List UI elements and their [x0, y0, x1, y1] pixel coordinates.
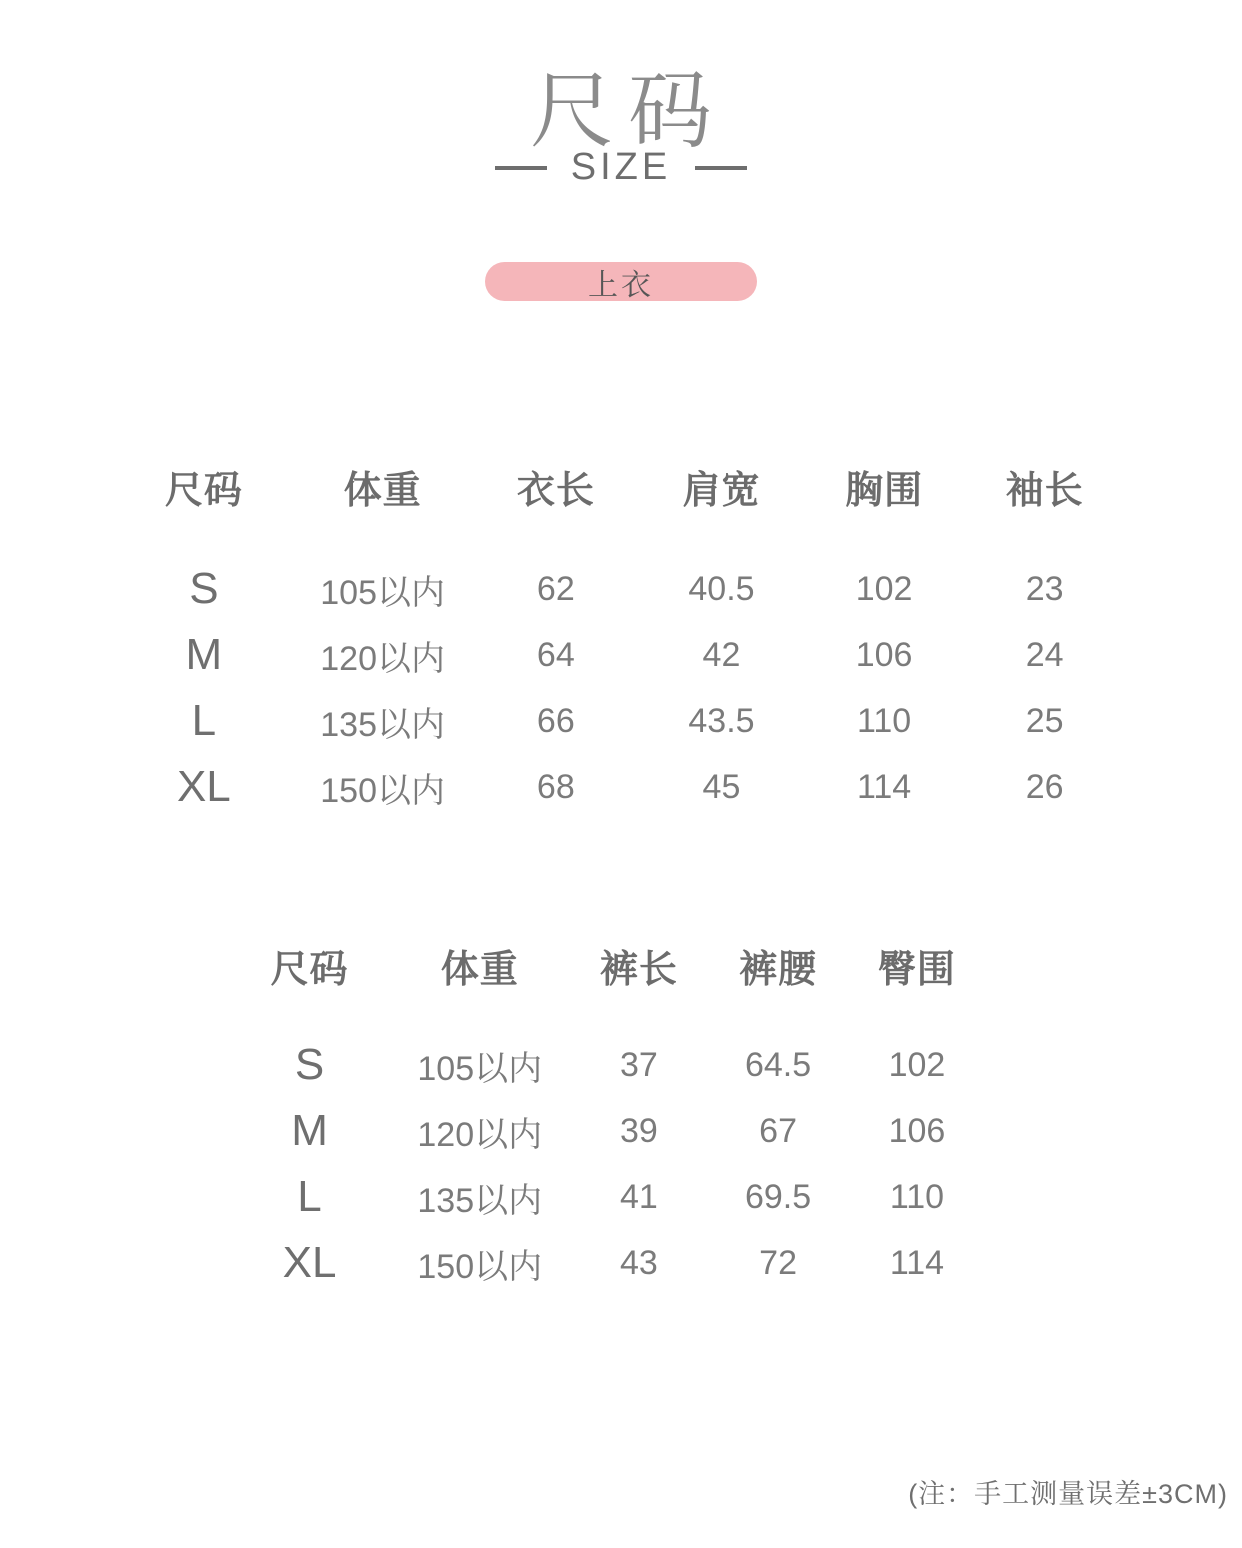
- table-row: [115, 688, 1125, 754]
- value-cell: 102: [888, 1045, 946, 1084]
- size-cell: L: [297, 1172, 322, 1221]
- header-cell: 肩宽: [682, 469, 761, 512]
- value-cell: 105以内: [417, 1049, 543, 1088]
- value-cell: 120以内: [417, 1115, 543, 1154]
- bottoms-size-table: [225, 928, 990, 1296]
- value-cell: 40.5: [688, 569, 755, 608]
- value-cell: 150以内: [320, 771, 445, 810]
- value-cell: 67: [759, 1111, 797, 1150]
- value-cell: 110: [856, 701, 912, 740]
- subtitle-dash-left: [495, 166, 547, 170]
- table-row: [115, 556, 1125, 622]
- subtitle: [0, 146, 1242, 189]
- header-cell: 体重: [440, 948, 519, 991]
- value-cell: 37: [619, 1045, 658, 1084]
- value-cell: 102: [855, 569, 913, 608]
- table-spacer: [225, 1002, 990, 1032]
- header-cell: 体重: [343, 469, 422, 512]
- value-cell: 23: [1025, 569, 1064, 608]
- table-row: [225, 1164, 990, 1230]
- table-row: [115, 754, 1125, 820]
- value-cell: 64: [536, 635, 575, 674]
- value-cell: 43: [619, 1243, 658, 1282]
- size-cell: S: [189, 564, 219, 613]
- header-cell: 臀围: [877, 948, 956, 991]
- value-cell: 66: [536, 701, 575, 740]
- header-cell: 尺码: [270, 948, 349, 991]
- value-cell: 105以内: [320, 573, 445, 612]
- size-cell: M: [291, 1106, 328, 1155]
- size-cell: M: [185, 630, 223, 679]
- value-cell: 72: [759, 1243, 797, 1282]
- header-cell: 裤腰: [739, 948, 818, 991]
- value-cell: 106: [888, 1111, 946, 1150]
- value-cell: 62: [536, 569, 575, 608]
- value-cell: 135以内: [320, 705, 445, 744]
- page-title: 尺码: [529, 64, 726, 158]
- header-cell: 胸围: [845, 469, 924, 512]
- value-cell: 41: [619, 1177, 658, 1216]
- value-cell: 39: [619, 1111, 658, 1150]
- header-cell: 衣长: [516, 469, 595, 512]
- value-cell: 135以内: [417, 1181, 543, 1220]
- tops-badge-label: 上衣: [588, 268, 654, 302]
- header-cell: 尺码: [164, 469, 243, 512]
- table-header-row: [225, 928, 990, 1002]
- table-row: [225, 1098, 990, 1164]
- table-header-row: [115, 448, 1125, 524]
- tops-size-table: [115, 448, 1125, 820]
- table-row: [225, 1032, 990, 1098]
- value-cell: 114: [889, 1243, 945, 1282]
- header-cell: 裤长: [599, 948, 678, 991]
- measurement-note: (注：手工测量误差±3CM): [908, 1479, 1228, 1509]
- value-cell: 24: [1025, 635, 1064, 674]
- value-cell: 42: [702, 635, 741, 674]
- table-row: [225, 1230, 990, 1296]
- value-cell: 110: [889, 1177, 945, 1216]
- value-cell: 64.5: [744, 1045, 812, 1084]
- value-cell: 120以内: [320, 639, 445, 678]
- size-cell: L: [191, 696, 217, 745]
- value-cell: 69.5: [744, 1177, 812, 1216]
- value-cell: 25: [1025, 701, 1064, 740]
- value-cell: 26: [1025, 767, 1064, 806]
- value-cell: 45: [702, 767, 741, 806]
- value-cell: 43.5: [688, 701, 755, 740]
- value-cell: 150以内: [417, 1247, 543, 1286]
- tops-badge: [485, 262, 757, 301]
- subtitle-text: SIZE: [570, 146, 672, 188]
- value-cell: 68: [536, 767, 575, 806]
- value-cell: 114: [856, 767, 912, 806]
- table-row: [115, 622, 1125, 688]
- table-spacer: [115, 524, 1125, 556]
- size-cell: XL: [176, 762, 231, 811]
- size-cell: XL: [282, 1238, 337, 1287]
- subtitle-dash-right: [695, 166, 747, 170]
- size-cell: S: [294, 1040, 325, 1089]
- header-cell: 袖长: [1005, 469, 1084, 512]
- value-cell: 106: [855, 635, 913, 674]
